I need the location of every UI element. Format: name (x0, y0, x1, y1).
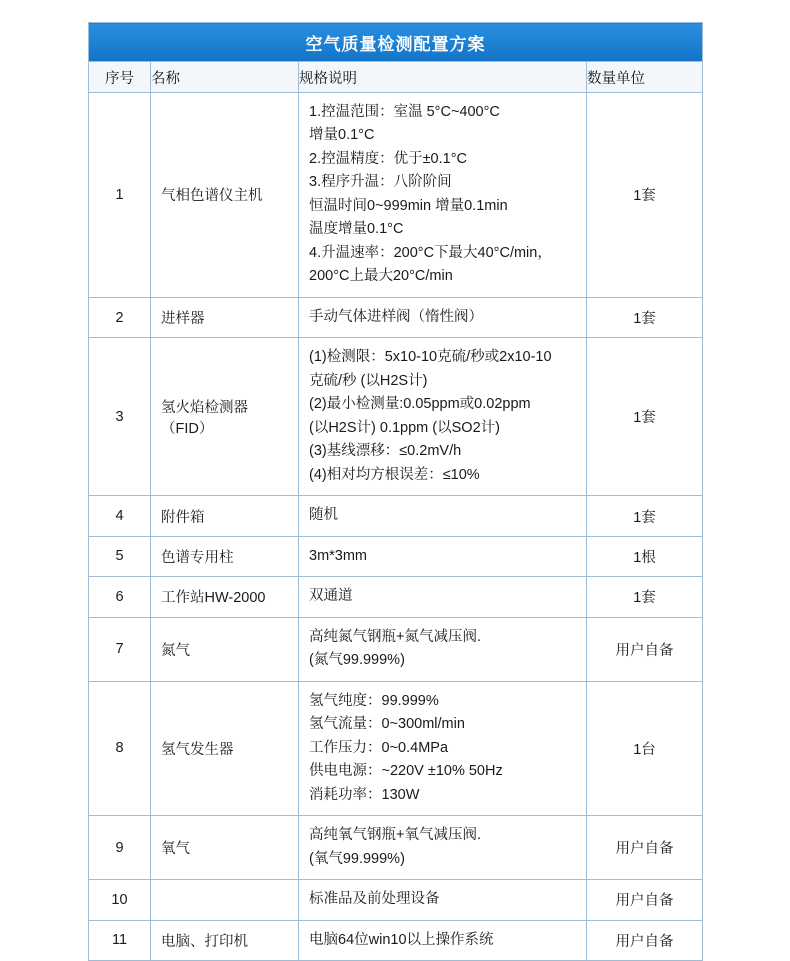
configuration-table (88, 22, 703, 961)
cell-name (151, 880, 299, 920)
spec-line: 高纯氧气钢瓶+氧气减压阀. (309, 827, 481, 844)
table-row (89, 880, 703, 920)
cell-name: 氢火焰检测器（FID） (151, 338, 299, 496)
spec-line: (氧气99.999%) (309, 850, 405, 867)
cell-spec (299, 920, 587, 960)
table-row (89, 536, 703, 576)
cell-no: 9 (89, 816, 151, 880)
spec-line: 3m*3mm (309, 547, 368, 564)
cell-spec (299, 816, 587, 880)
spec-line: 3.程序升温：八阶阶间 (309, 174, 452, 191)
column-header-unit: 数量单位 (587, 62, 703, 93)
spec-line: 温度增量0.1°C (309, 221, 404, 238)
table-row (89, 93, 703, 298)
cell-spec (299, 297, 587, 337)
spec-line: 克硫/秒 (以H2S计) (309, 372, 428, 389)
cell-spec (299, 617, 587, 681)
cell-spec (299, 880, 587, 920)
cell-unit: 1台 (587, 681, 703, 815)
table-row (89, 617, 703, 681)
spec-line: 供电电源：~220V ±10% 50Hz (309, 763, 503, 780)
cell-name: 色谱专用柱 (151, 536, 299, 576)
spec-line: 高纯氮气钢瓶+氮气减压阀. (309, 628, 481, 645)
cell-unit: 1套 (587, 496, 703, 536)
cell-name: 工作站HW-2000 (151, 577, 299, 617)
cell-unit: 1套 (587, 93, 703, 298)
column-header-no: 序号 (89, 62, 151, 93)
spec-line: 1.控温范围：室温 5°C~400°C (309, 104, 500, 120)
spec-line: 增量0.1°C (309, 127, 375, 144)
cell-no: 1 (89, 93, 151, 298)
spec-line: (4)相对均方根误差：≤10% (309, 466, 480, 483)
table-title-row (89, 23, 703, 62)
cell-no: 3 (89, 338, 151, 496)
cell-no: 8 (89, 681, 151, 815)
cell-spec (299, 338, 587, 496)
cell-no: 6 (89, 577, 151, 617)
spec-line: 消耗功率：130W (309, 786, 420, 803)
spec-line: 200°C上最大20°C/min (309, 268, 453, 285)
cell-unit: 用户自备 (587, 617, 703, 681)
spec-line: (以H2S计) 0.1ppm (以SO2计) (309, 419, 500, 436)
spec-line: 4.升温速率：200°C下最大40°C/min， (309, 244, 552, 261)
cell-no: 2 (89, 297, 151, 337)
cell-spec (299, 536, 587, 576)
column-header-name: 名称 (151, 62, 299, 93)
table-row (89, 681, 703, 815)
spec-line: 手动气体进样阀（惰性阀） (309, 308, 483, 325)
cell-spec (299, 496, 587, 536)
cell-unit: 1套 (587, 338, 703, 496)
cell-no: 4 (89, 496, 151, 536)
cell-no: 7 (89, 617, 151, 681)
cell-unit: 用户自备 (587, 816, 703, 880)
cell-unit: 用户自备 (587, 880, 703, 920)
table-body (89, 93, 703, 961)
spec-line: (3)基线漂移：≤0.2mV/h (309, 443, 462, 460)
cell-name: 附件箱 (151, 496, 299, 536)
cell-unit: 1根 (587, 536, 703, 576)
cell-no: 10 (89, 880, 151, 920)
cell-no: 5 (89, 536, 151, 576)
cell-name: 电脑、打印机 (151, 920, 299, 960)
spec-line: 双通道 (309, 588, 353, 605)
table-row (89, 297, 703, 337)
cell-name: 氮气 (151, 617, 299, 681)
column-header-spec: 规格说明 (299, 62, 587, 93)
cell-unit: 用户自备 (587, 920, 703, 960)
cell-unit: 1套 (587, 297, 703, 337)
cell-name: 氧气 (151, 816, 299, 880)
spec-line: 工作压力：0~0.4MPa (309, 739, 449, 756)
table-row (89, 338, 703, 496)
spec-line: 氢气流量：0~300ml/min (309, 716, 465, 733)
table-row (89, 496, 703, 536)
spec-line: (1)检测限：5x10-10克硫/秒或2x10-10 (309, 349, 552, 366)
cell-no: 11 (89, 920, 151, 960)
table-row (89, 577, 703, 617)
cell-unit: 1套 (587, 577, 703, 617)
cell-spec (299, 93, 587, 298)
spec-line: 电脑64位win10以上操作系统 (309, 931, 494, 948)
table-row (89, 920, 703, 960)
cell-spec (299, 681, 587, 815)
cell-name: 进样器 (151, 297, 299, 337)
document-title: 空气质量检测配置方案 (89, 23, 703, 62)
cell-name: 气相色谱仪主机 (151, 93, 299, 298)
table-row (89, 816, 703, 880)
cell-spec (299, 577, 587, 617)
spec-line: (2)最小检测量:0.05ppm或0.02ppm (309, 396, 531, 413)
spec-line: 恒温时间0~999min 增量0.1min (309, 197, 508, 214)
spec-line: 随机 (309, 507, 338, 524)
cell-name: 氢气发生器 (151, 681, 299, 815)
spec-line: 2.控温精度：优于±0.1°C (309, 150, 467, 167)
spec-line: (氮气99.999%) (309, 652, 405, 669)
spec-line: 标准品及前处理设备 (309, 891, 440, 908)
table-header-row (89, 62, 703, 93)
spec-line: 氢气纯度：99.999% (309, 692, 439, 709)
